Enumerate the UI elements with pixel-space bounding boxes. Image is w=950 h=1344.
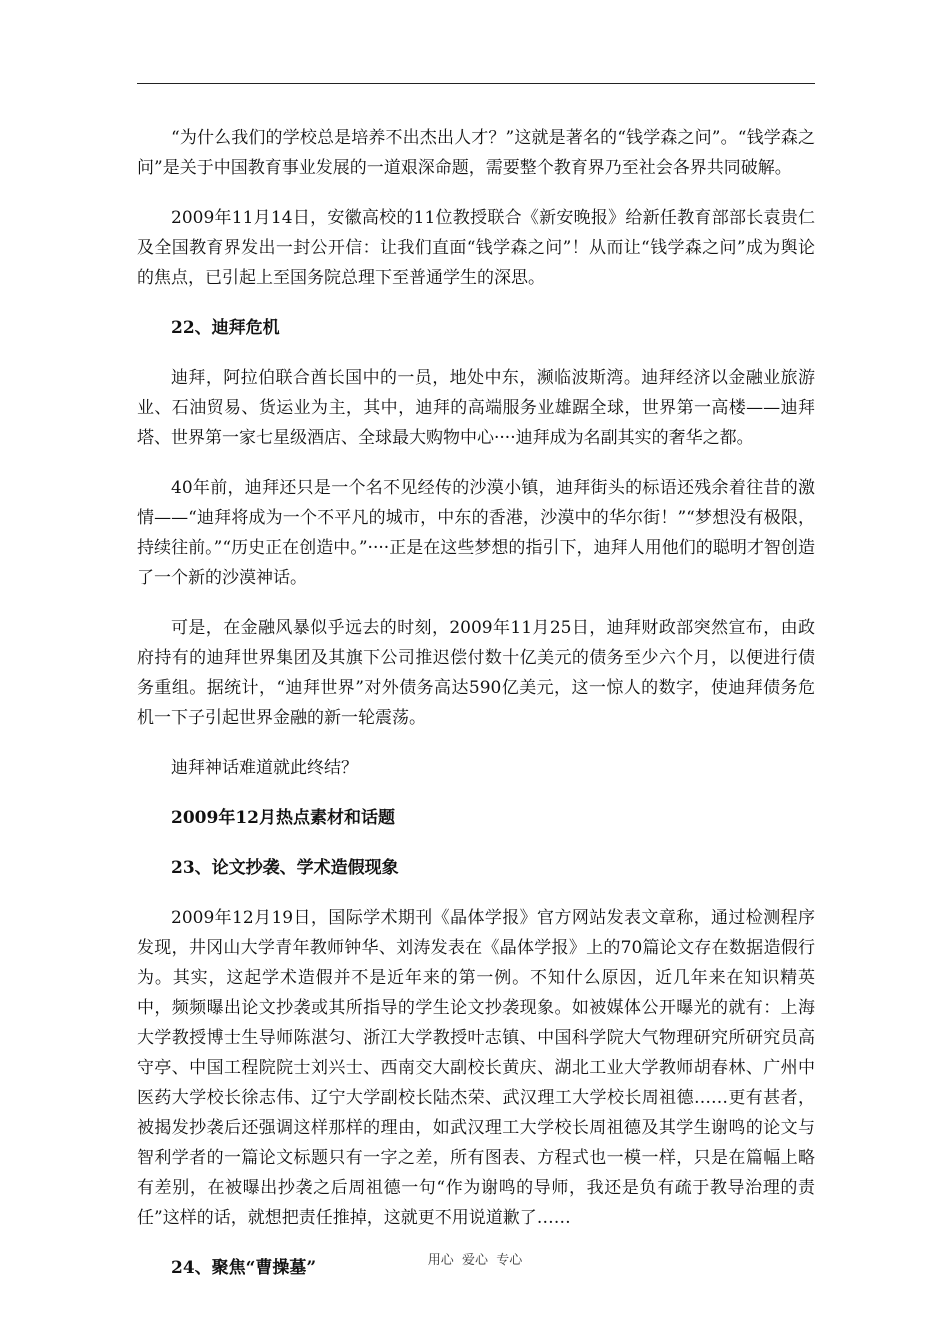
- paragraph: 2009年11月14日，安徽高校的11位教授联合《新安晚报》给新任教育部部长袁贵仁及全国教育界发出一封公开信：让我们直面“钱学森之问”！从而让“钱学森之问”成为舆论的焦点，已引起上至国务院总理下至普通学生的深思。: [137, 208, 815, 288]
- paragraph: “为什么我们的学校总是培养不出杰出人才？”这就是著名的“钱学森之问”。“钱学森之问”是关于中国教育事业发展的一道艰深命题，需要整个教育界乃至社会各界共同破解。: [137, 128, 815, 178]
- paragraph: 迪拜神话难道就此终结？: [171, 758, 358, 778]
- page-footer: 用心 爱心 专心: [427, 1253, 523, 1268]
- section-heading: 24、聚焦“曹操墓”: [171, 1258, 317, 1278]
- paragraph: 40年前，迪拜还只是一个名不见经传的沙漠小镇，迪拜街头的标语还残余着往昔的激情——“迪拜将成为一个不平凡的城市，中东的香港，沙漠中的华尔街！”“梦想没有极限，持续往前。”“历史正在创造中。”····正是在这些梦想的指引下，迪拜人用他们的聪明才智创造了一个新的沙漠神话。: [137, 478, 815, 588]
- paragraph: 可是，在金融风暴似乎远去的时刻，2009年11月25日，迪拜财政部突然宣布，由政府持有的迪拜世界集团及其旗下公司推迟偿付数十亿美元的债务至少六个月，以便进行债务重组。据统计，“迪拜世界”对外债务高达590亿美元，这一惊人的数字，使迪拜债务危机一下子引起世界金融的新一轮震荡。: [137, 618, 815, 728]
- document-body: [137, 123, 815, 1283]
- section-heading: 2009年12月热点素材和话题: [171, 808, 395, 828]
- section-heading: 22、迪拜危机: [171, 318, 280, 338]
- section-heading: 23、论文抄袭、学术造假现象: [171, 858, 399, 878]
- header-rule: [137, 83, 815, 84]
- paragraph: 2009年12月19日，国际学术期刊《晶体学报》官方网站发表文章称，通过检测程序发现，井冈山大学青年教师钟华、刘涛发表在《晶体学报》上的70篇论文存在数据造假行为。其实，这起学术造假并不是近年来的第一例。不知什么原因，近几年来在知识精英中，频频曝出论文抄袭或其所指导的学生论文抄袭现象。如被媒体公开曝光的就有：上海大学教授博士生导师陈湛匀、浙江大学教授叶志镇、中国科学院大气物理研究所研究员高守亭、中国工程院院士刘兴士、西南交大副校长黄庆、湖北工业大学教师胡春林、广州中医药大学校长徐志伟、辽宁大学副校长陆杰荣、武汉理工大学校长周祖德……更有甚者，被揭发抄袭后还强调这样那样的理由，如武汉理工大学校长周祖德及其学生谢鸣的论文与智利学者的一篇论文标题只有一字之差，所有图表、方程式也一模一样，只是在篇幅上略有差别，在被曝出抄袭之后周祖德一句“作为谢鸣的导师，我还是负有疏于教导治理的责任”这样的话，就想把责任推掉，这就更不用说道歉了……: [137, 908, 815, 1228]
- paragraph: 迪拜，阿拉伯联合酋长国中的一员，地处中东，濒临波斯湾。迪拜经济以金融业旅游业、石油贸易、货运业为主，其中，迪拜的高端服务业雄踞全球，世界第一高楼——迪拜塔、世界第一家七星级酒店、全球最大购物中心····迪拜成为名副其实的奢华之都。: [137, 368, 815, 448]
